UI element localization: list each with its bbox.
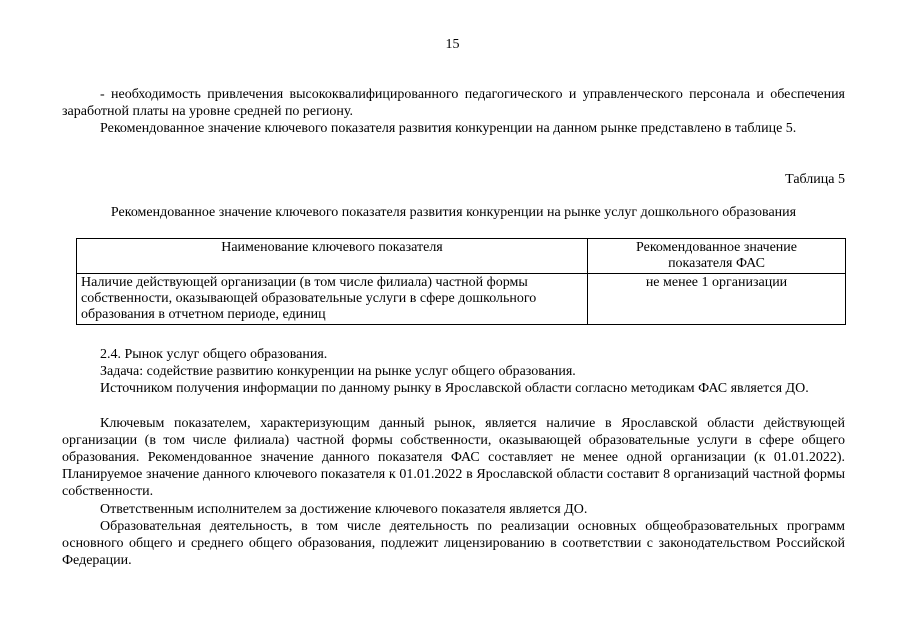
paragraph-source: Источником получения информации по данному рынку в Ярославской области согласно методикам ФАС является ДО. [100,381,809,396]
paragraph-licensing: Образовательная деятельность, в том числе деятельность по реализации основных общеобразовательных программ основного общего и среднего общего образования, подлежит лицензированию в соответствии с законодательством Российской Федерации. [62,519,845,568]
paragraph-responsible: Ответственным исполнителем за достижение ключевого показателя является ДО. [100,502,588,517]
cell-value: не менее 1 организации [588,274,846,325]
cell-indicator: Наличие действующей организации (в том числе филиала) частной формы собственности, оказывающей образовательные услуги в сфере дошкольного образования в отчетном периоде, единиц [77,274,588,325]
header-recommended-value: Рекомендованное значение показателя ФАС [588,239,846,274]
kpi-table [76,238,846,325]
paragraph-key-indicator: Ключевым показателем, характеризующим данный рынок, является наличие в Ярославской области действующей организации (в том числе филиала) частной формы собственности, оказывающей образовательные услуги в сфере общего образования. Рекомендованное значение данного показателя ФАС составляет не менее одной организации (к 01.01.2022). Планируемое значение данного ключевого показателя к 01.01.2022 в Ярославской области составит 8 организаций частной формы собственности. [62,416,845,499]
section-heading: 2.4. Рынок услуг общего образования. [100,347,328,362]
table-title: Рекомендованное значение ключевого показателя развития конкуренции на рынке услуг дошкольного образования [110,205,797,220]
table-label: Таблица 5 [785,172,845,187]
header-indicator-name: Наименование ключевого показателя [77,239,588,274]
table-header-row [77,239,846,274]
paragraph-staff-need: - необходимость привлечения высококвалифицированного педагогического и управленческого персонала и обеспечения заработной платы на уровне средней по региону. [62,87,845,119]
table-row [77,274,846,325]
page-number: 15 [445,37,460,52]
paragraph-table-intro: Рекомендованное значение ключевого показателя развития конкуренции на данном рынке представлено в таблице 5. [100,121,797,136]
paragraph-task: Задача: содействие развитию конкуренции на рынке услуг общего образования. [100,364,576,379]
